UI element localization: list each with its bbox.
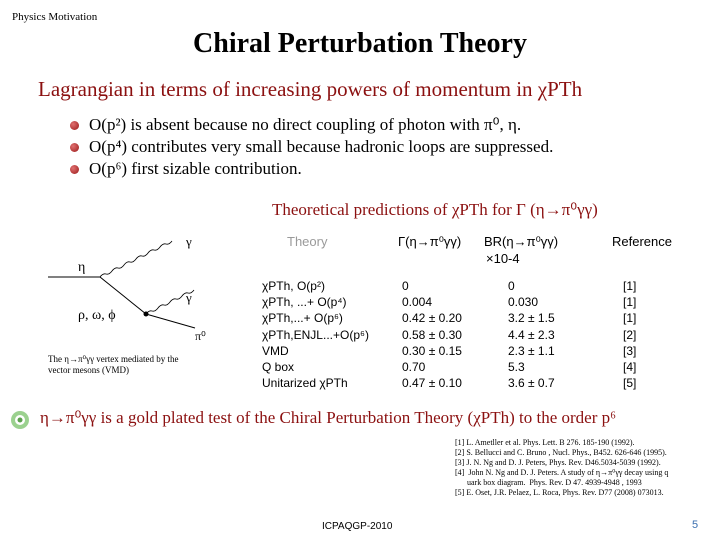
diagram-caption: The η→π⁰γγ vertex mediated by the vector mesons (VMD) [48,354,179,375]
bullet-text: O(p²) is absent because no direct coupling of photon with π⁰, η. [89,115,522,134]
conference-label: ICPAQGP-2010 [322,521,393,532]
page-number: 5 [692,519,699,531]
pion-line [146,314,195,328]
col-header-reference: Reference [612,234,672,249]
col-header-theory: Theory [287,234,328,249]
bullet-dot-icon [70,165,79,174]
bullet-item [70,137,553,157]
bullet-text: O(p⁴) contributes very small because hadronic loops are suppressed. [89,137,554,156]
flower-bullet-icon [8,409,32,431]
col-header-gamma: Γ(η→π⁰γγ) [398,234,462,249]
gamma-column: 0 0.004 0.42 ± 0.20 0.58 ± 0.30 0.30 ± 0.15 0.70 0.47 ± 0.10 [402,279,462,391]
meson-label: ρ, ω, ϕ [78,308,116,323]
references-list [455,438,668,498]
col-header-br-unit: ×10-4 [486,251,520,266]
photon-line-top [100,241,172,277]
reference-item: [5] E. Oset, J.R. Pelaez, L. Roca, Phys. Rev. D77 (2008) 073013. [455,488,664,497]
slide-title: Chiral Perturbation Theory [193,28,527,59]
pi0-label: π⁰ [195,329,206,343]
vertex-dot [144,312,149,317]
eta-label: η [78,260,86,275]
gamma-top-label: γ [186,234,192,249]
bullet-item [70,115,521,135]
reference-item: [1] L. Ametller et al. Phys. Lett. B 276. 185-190 (1992). [455,438,635,447]
subtitle: Lagrangian in terms of increasing powers of momentum in χPTh [38,77,583,101]
reference-item: uark box diagram. Phys. Rev. D 47. 4939-4948 , 1993 [455,478,642,487]
reference-column: [1] [1] [1] [2] [3] [4] [5] [623,279,637,391]
reference-item: [2] S. Bellucci and C. Bruno , Nucl. Phys., B452. 626-646 (1995). [455,448,667,457]
feynman-diagram [40,222,220,352]
col-header-br: BR(η→π⁰γγ) [484,234,559,249]
bullet-dot-icon [70,121,79,130]
bullet-dot-icon [70,143,79,152]
theory-column: χPTh, O(p²) χPTh, ...+ O(p⁴) χPTh,...+ O(p⁶) χPTh,ENJL...+O(p⁶) VMD Q box Unitarized χPTh [262,279,369,391]
reference-item: [4] John N. Ng and D. J. Peters. A study of η→π⁰γγ decay using q [455,468,669,477]
reference-item: [3] J. N. Ng and D. J. Peters, Phys. Rev. D46.5034-5039 (1992). [455,458,661,467]
predictions-heading: Theoretical predictions of χPTh for Γ (η→π⁰γγ) [272,200,598,219]
bullet-item [70,159,302,179]
bullet-text: O(p⁶) first sizable contribution. [89,159,302,178]
br-column: 0 0.030 3.2 ± 1.5 4.4 ± 2.3 2.3 ± 1.1 5.3 3.6 ± 0.7 [508,279,555,391]
conclusion-statement: η→π⁰γγ is a gold plated test of the Chiral Perturbation Theory (χPTh) to the order p⁶ [40,408,617,427]
gamma-bottom-label: γ [186,290,192,305]
section-label: Physics Motivation [12,11,98,23]
